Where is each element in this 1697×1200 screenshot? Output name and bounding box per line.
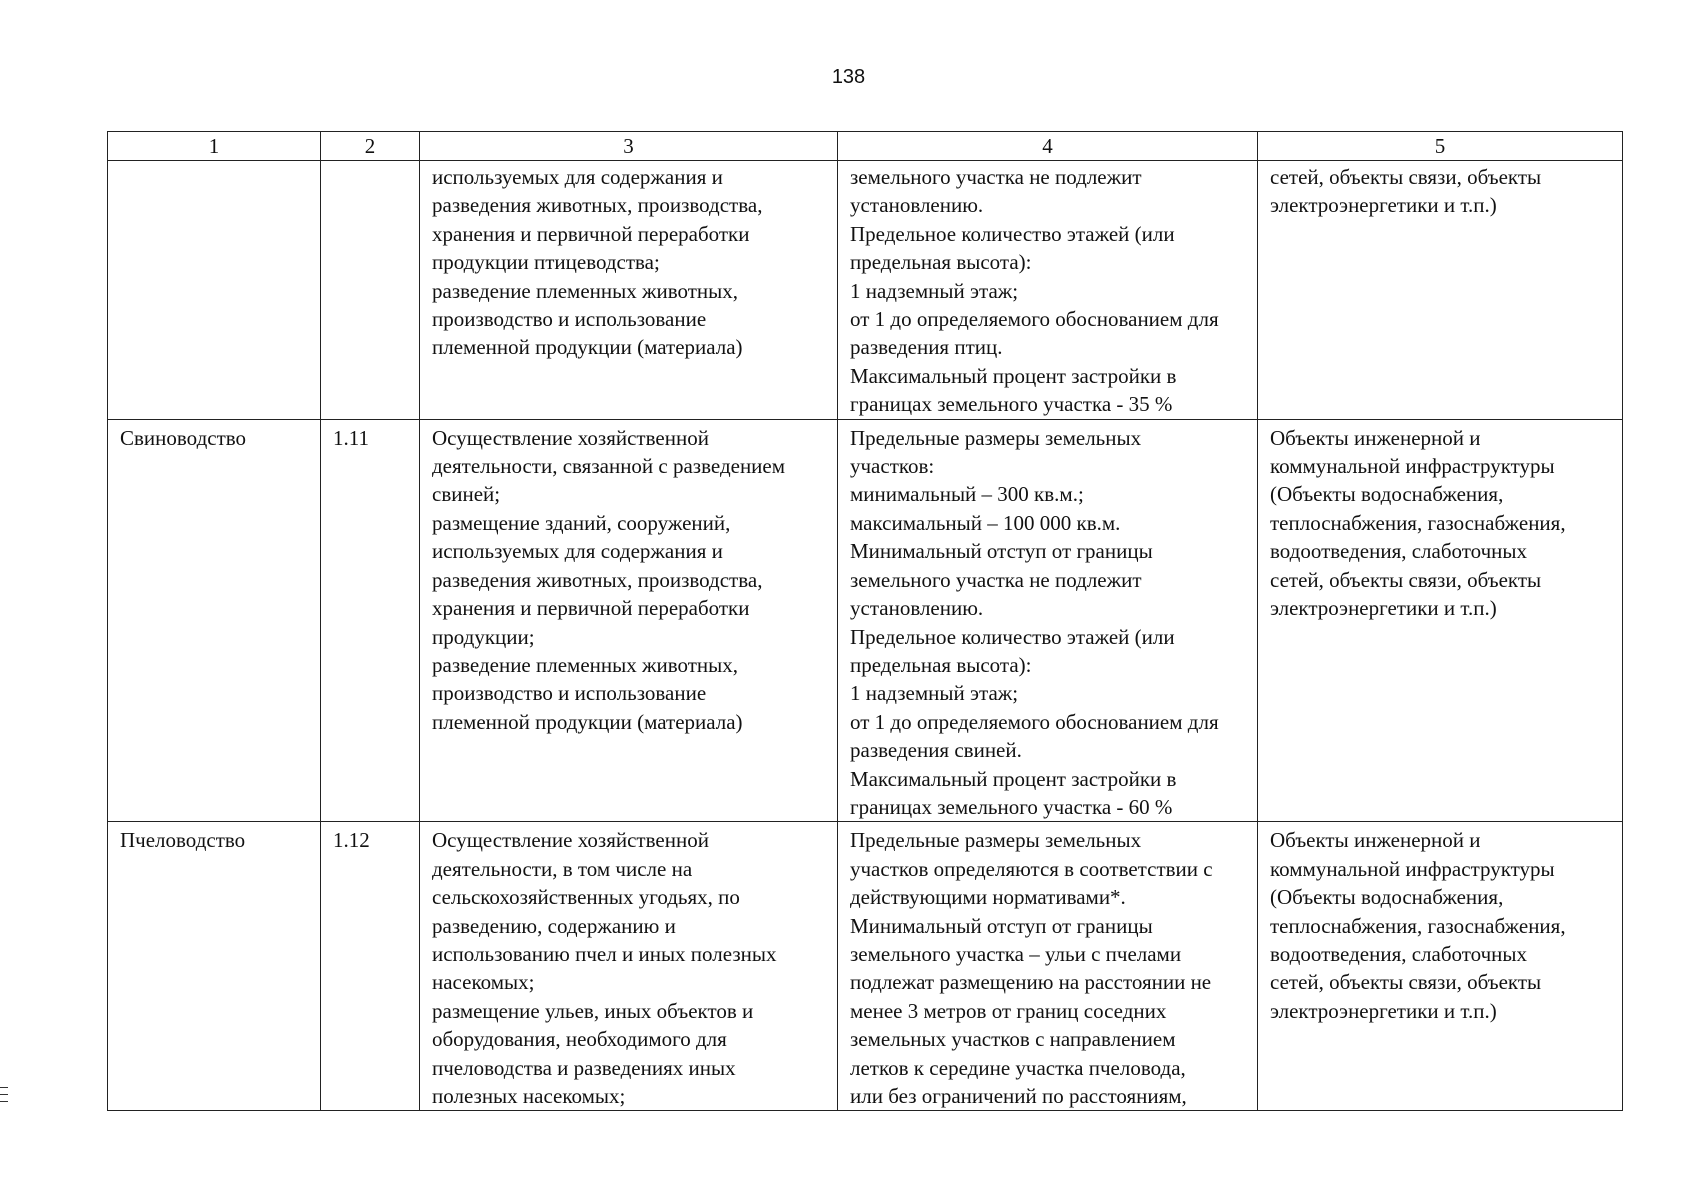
header-cell: 1 — [108, 132, 321, 161]
header-cell: 4 — [838, 132, 1258, 161]
cell-text-line: от 1 до определяемого обоснованием для — [850, 709, 1219, 734]
land-use-code-cell — [321, 161, 420, 420]
cell-text-line: разведение племенных животных, — [432, 652, 739, 677]
objects-cell — [1258, 419, 1623, 822]
cell-text-line: электроэнергетики и т.п.) — [1270, 193, 1497, 218]
table-header-row — [108, 132, 1623, 161]
cell-text-line: Осуществление хозяйственной — [432, 425, 709, 450]
cell-text-line: Минимальный отступ от границы — [850, 539, 1153, 564]
cell-text-line: менее 3 метров от границ соседних — [850, 998, 1167, 1023]
cell-text-line: границах земельного участка - 35 % — [850, 392, 1173, 417]
cell-text-line: хранения и первичной переработки — [432, 596, 750, 621]
cell-text-line: разведению, содержанию и — [432, 913, 676, 938]
cell-text-line: Минимальный отступ от границы — [850, 913, 1153, 938]
cell-text-line: пчеловодства и разведениях иных — [432, 1055, 736, 1080]
cell-text-line: насекомых; — [432, 970, 535, 995]
cell-text-line: земельного участка не подлежит — [850, 567, 1142, 592]
cell-text-line: разведения свиней. — [850, 738, 1022, 763]
cell-text-line: Объекты инженерной и — [1270, 828, 1481, 853]
land-use-name-cell — [108, 161, 321, 420]
cell-text-line: Объекты инженерной и — [1270, 425, 1481, 450]
cell-text-line: производство и использование — [432, 681, 707, 706]
cell-text-line: Предельные размеры земельных — [850, 425, 1142, 450]
scan-edge-mark — [0, 1101, 8, 1102]
cell-text-line: теплоснабжения, газоснабжения, — [1270, 913, 1566, 938]
cell-text-line: разведения животных, производства, — [432, 567, 763, 592]
cell-text-line: сетей, объекты связи, объекты — [1270, 970, 1542, 995]
cell-text-line: подлежат размещению на расстоянии не — [850, 970, 1212, 995]
cell-text-line: земельного участка – ульи с пчелами — [850, 941, 1182, 966]
cell-text-line: полезных насекомых; — [432, 1084, 626, 1108]
cell-text-line: сетей, объекты связи, объекты — [1270, 567, 1542, 592]
cell-text-line: продукции; — [432, 624, 535, 649]
cell-text-line: деятельности, связанной с разведением — [432, 454, 786, 479]
cell-text-line: 1 надземный этаж; — [850, 278, 1019, 303]
zoning-table — [107, 131, 1623, 1111]
cell-text-line: 1 надземный этаж; — [850, 681, 1019, 706]
cell-text-line: племенной продукции (материала) — [432, 335, 743, 360]
table-row — [108, 419, 1623, 822]
cell-text-line: границах земельного участка - 60 % — [850, 794, 1173, 819]
cell-text-line: племенной продукции (материала) — [432, 709, 743, 734]
parameters-cell — [838, 161, 1258, 420]
cell-text-line: разведения птиц. — [850, 335, 1003, 360]
objects-cell — [1258, 161, 1623, 420]
cell-text-line: электроэнергетики и т.п.) — [1270, 998, 1497, 1023]
cell-text-line: размещение ульев, иных объектов и — [432, 998, 754, 1023]
cell-text-line: водоотведения, слаботочных — [1270, 539, 1528, 564]
cell-text-line: Предельное количество этажей (или — [850, 624, 1175, 649]
scan-edge-mark — [0, 1094, 8, 1095]
page-number: 138 — [831, 66, 866, 88]
cell-text-line: Предельные размеры земельных — [850, 828, 1142, 853]
cell-text-line: используемых для содержания и — [432, 165, 723, 189]
cell-text-line: (Объекты водоснабжения, — [1270, 482, 1504, 507]
cell-text-line: минимальный – 300 кв.м.; — [850, 482, 1084, 507]
cell-text-line: сельскохозяйственных угодьях, по — [432, 885, 740, 910]
cell-text-line: разведение племенных животных, — [432, 278, 739, 303]
parameters-cell — [838, 419, 1258, 822]
cell-text-line: коммунальной инфраструктуры — [1270, 856, 1555, 881]
cell-text-line: земельного участка не подлежит — [850, 165, 1142, 189]
cell-text-line: электроэнергетики и т.п.) — [1270, 596, 1497, 621]
cell-text-line: деятельности, в том числе на — [432, 856, 693, 881]
cell-text-line: продукции птицеводства; — [432, 250, 660, 275]
description-cell — [420, 822, 838, 1111]
cell-text-line: максимальный – 100 000 кв.м. — [850, 510, 1121, 535]
cell-text-line: теплоснабжения, газоснабжения, — [1270, 510, 1566, 535]
header-cell: 2 — [321, 132, 420, 161]
cell-text-line: Предельное количество этажей (или — [850, 221, 1175, 246]
cell-text-line: предельная высота): — [850, 652, 1032, 677]
description-cell — [420, 161, 838, 420]
cell-text-line: предельная высота): — [850, 250, 1032, 275]
cell-text-line: сетей, объекты связи, объекты — [1270, 165, 1542, 189]
cell-text-line: разведения животных, производства, — [432, 193, 763, 218]
cell-text-line: свиней; — [432, 482, 501, 507]
description-cell — [420, 419, 838, 822]
objects-cell — [1258, 822, 1623, 1111]
cell-text-line: Максимальный процент застройки в — [850, 766, 1177, 791]
cell-text-line: от 1 до определяемого обоснованием для — [850, 307, 1219, 332]
cell-text-line: хранения и первичной переработки — [432, 221, 750, 246]
cell-text-line: производство и использование — [432, 307, 707, 332]
cell-text-line: действующими нормативами*. — [850, 885, 1126, 910]
cell-text-line: (Объекты водоснабжения, — [1270, 885, 1504, 910]
cell-text-line: участков определяются в соответствии с — [850, 856, 1213, 881]
cell-text-line: размещение зданий, сооружений, — [432, 510, 731, 535]
table-row — [108, 822, 1623, 1111]
cell-text-line: участков: — [850, 454, 935, 479]
cell-text-line: Максимальный процент застройки в — [850, 363, 1177, 388]
cell-text-line: используемых для содержания и — [432, 539, 723, 564]
land-use-name-cell: Пчеловодство — [108, 822, 321, 1111]
header-cell: 5 — [1258, 132, 1623, 161]
scan-edge-mark — [0, 1087, 8, 1088]
cell-text-line: или без ограничений по расстояниям, — [850, 1084, 1187, 1108]
cell-text-line: установлению. — [850, 596, 984, 621]
land-use-name-cell: Свиноводство — [108, 419, 321, 822]
cell-text-line: оборудования, необходимого для — [432, 1027, 727, 1052]
land-use-code-cell: 1.11 — [321, 419, 420, 822]
header-cell: 3 — [420, 132, 838, 161]
cell-text-line: коммунальной инфраструктуры — [1270, 454, 1555, 479]
cell-text-line: Осуществление хозяйственной — [432, 828, 709, 853]
cell-text-line: использованию пчел и иных полезных — [432, 941, 777, 966]
table-row — [108, 161, 1623, 420]
cell-text-line: водоотведения, слаботочных — [1270, 941, 1528, 966]
land-use-code-cell: 1.12 — [321, 822, 420, 1111]
cell-text-line: земельных участков с направлением — [850, 1027, 1176, 1052]
parameters-cell — [838, 822, 1258, 1111]
cell-text-line: установлению. — [850, 193, 984, 218]
cell-text-line: летков к середине участка пчеловода, — [850, 1055, 1186, 1080]
